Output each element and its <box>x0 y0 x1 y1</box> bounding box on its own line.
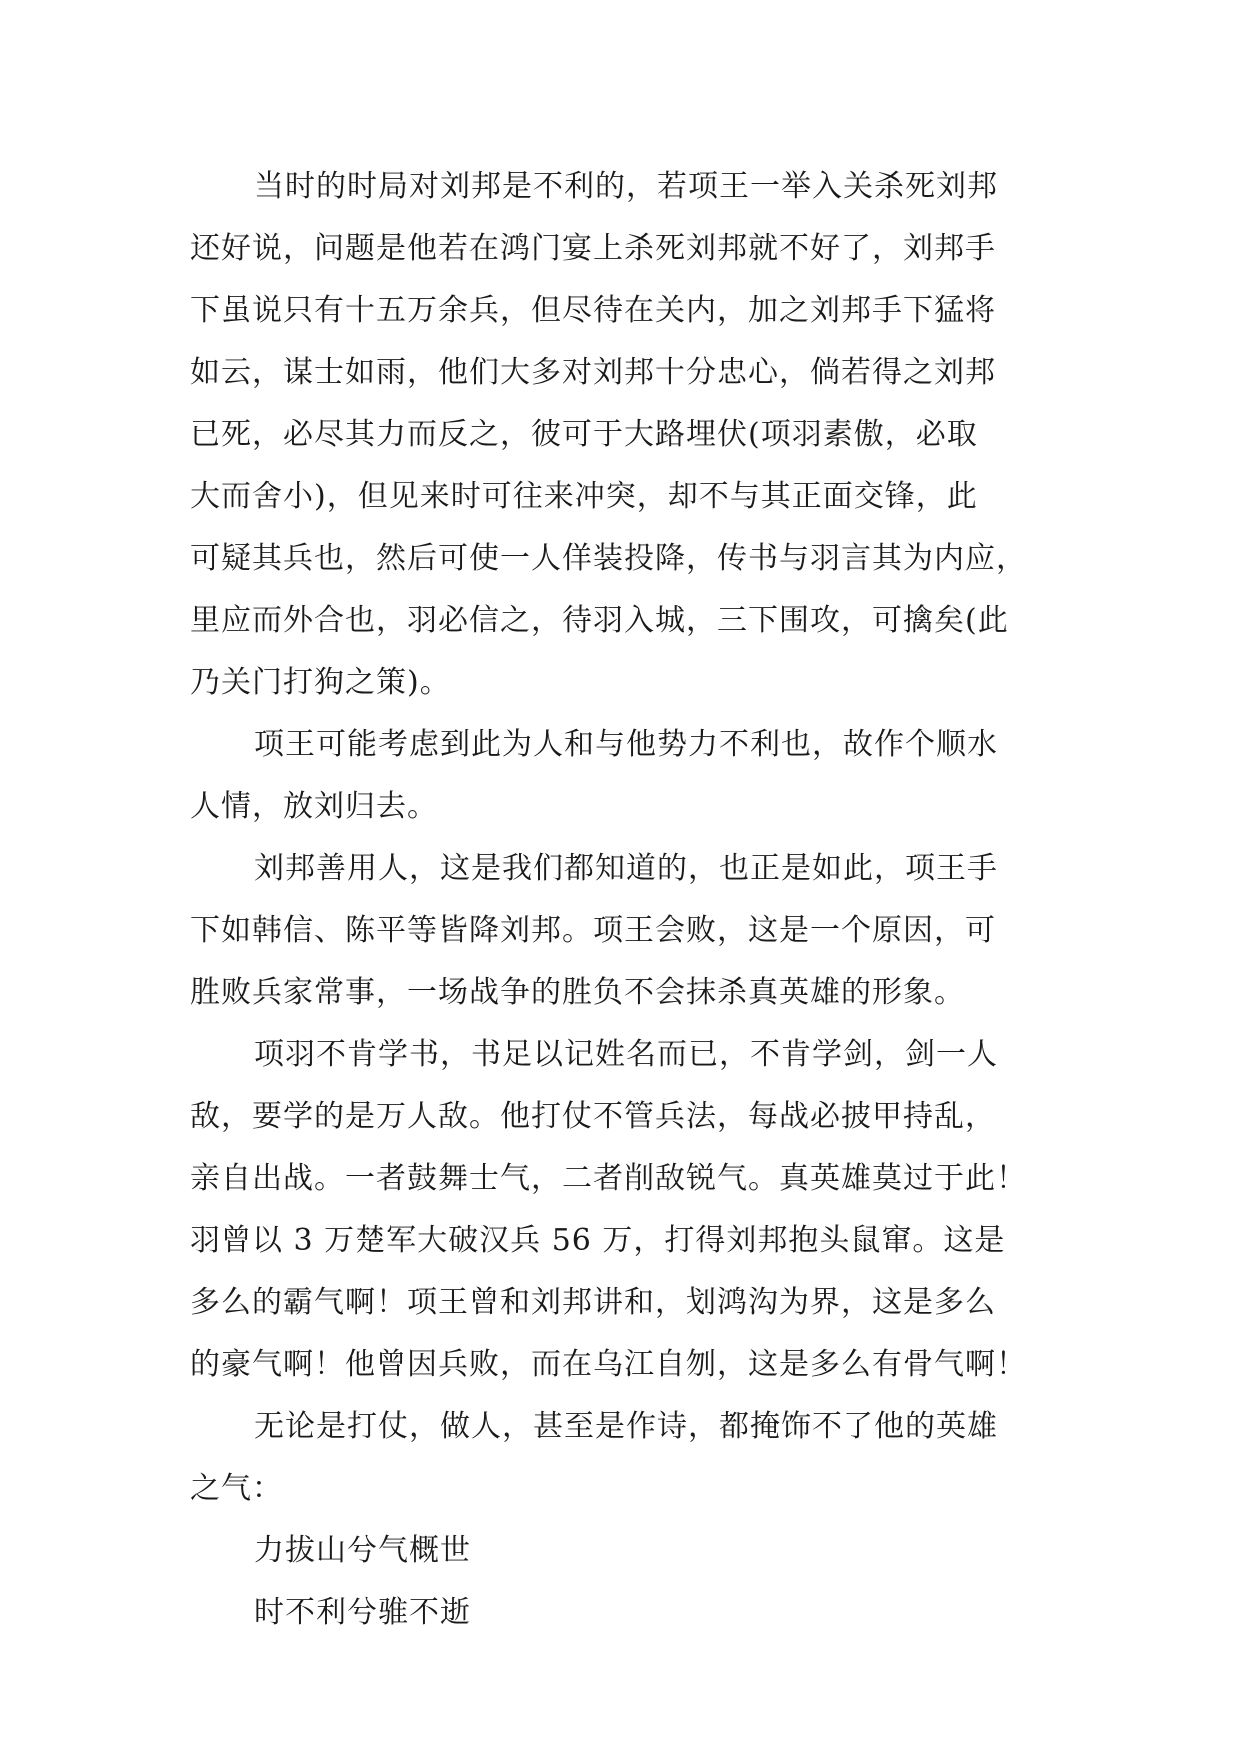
text-line: 亲自出战。一者鼓舞士气，二者削敌锐气。真英雄莫过于此！ <box>190 1161 1027 1196</box>
paragraph-5 <box>190 1396 1058 1520</box>
text-line: 多么的霸气啊！项王曾和刘邦讲和，划鸿沟为界，这是多么 <box>190 1285 996 1320</box>
text-line: 之气： <box>190 1471 283 1506</box>
text-line: 羽曾以 3 万楚军大破汉兵 56 万，打得刘邦抱头鼠窜。这是 <box>190 1223 1006 1258</box>
text-line: 大而舍小)，但见来时可往来冲突，却不与其正面交锋，此 <box>190 479 978 514</box>
text-line: 项王可能考虑到此为人和与他势力不利也，故作个顺水 <box>254 727 998 762</box>
text-line: 的豪气啊！他曾因兵败，而在乌江自刎，这是多么有骨气啊！ <box>190 1347 1027 1382</box>
paragraph-3 <box>190 838 1058 1024</box>
text-line: 里应而外合也，羽必信之，待羽入城，三下围攻，可擒矣(此 <box>190 603 1009 638</box>
text-line: 下虽说只有十五万余兵，但尽待在关内，加之刘邦手下猛将 <box>190 293 996 328</box>
document-body <box>190 156 1058 1644</box>
paragraph-1 <box>190 156 1058 714</box>
text-line: 人情，放刘归去。 <box>190 789 438 824</box>
text-line: 刘邦善用人，这是我们都知道的，也正是如此，项王手 <box>254 851 998 886</box>
text-line: 无论是打仗，做人，甚至是作诗，都掩饰不了他的英雄 <box>254 1409 998 1444</box>
text-line: 项羽不肯学书，书足以记姓名而已，不肯学剑，剑一人 <box>254 1037 998 1072</box>
text-line: 已死，必尽其力而反之，彼可于大路埋伏(项羽素傲，必取 <box>190 417 978 452</box>
text-line: 乃关门打狗之策)。 <box>190 665 451 700</box>
text-line: 胜败兵家常事，一场战争的胜负不会抹杀真英雄的形象。 <box>190 975 965 1010</box>
text-line: 敌，要学的是万人敌。他打仗不管兵法，每战必披甲持乱， <box>190 1099 996 1134</box>
poem-line: 时不利兮骓不逝 <box>254 1595 471 1630</box>
poem-line: 力拔山兮气概世 <box>254 1533 471 1568</box>
text-line: 如云，谋士如雨，他们大多对刘邦十分忠心，倘若得之刘邦 <box>190 355 996 390</box>
text-line: 下如韩信、陈平等皆降刘邦。项王会败，这是一个原因，可 <box>190 913 996 948</box>
text-line: 可疑其兵也，然后可使一人佯装投降，传书与羽言其为内应， <box>190 541 1027 576</box>
text-line: 还好说，问题是他若在鸿门宴上杀死刘邦就不好了，刘邦手 <box>190 231 996 266</box>
paragraph-4 <box>190 1024 1058 1396</box>
poem <box>190 1520 1058 1644</box>
paragraph-2 <box>190 714 1058 838</box>
text-line: 当时的时局对刘邦是不利的，若项王一举入关杀死刘邦 <box>254 169 998 204</box>
